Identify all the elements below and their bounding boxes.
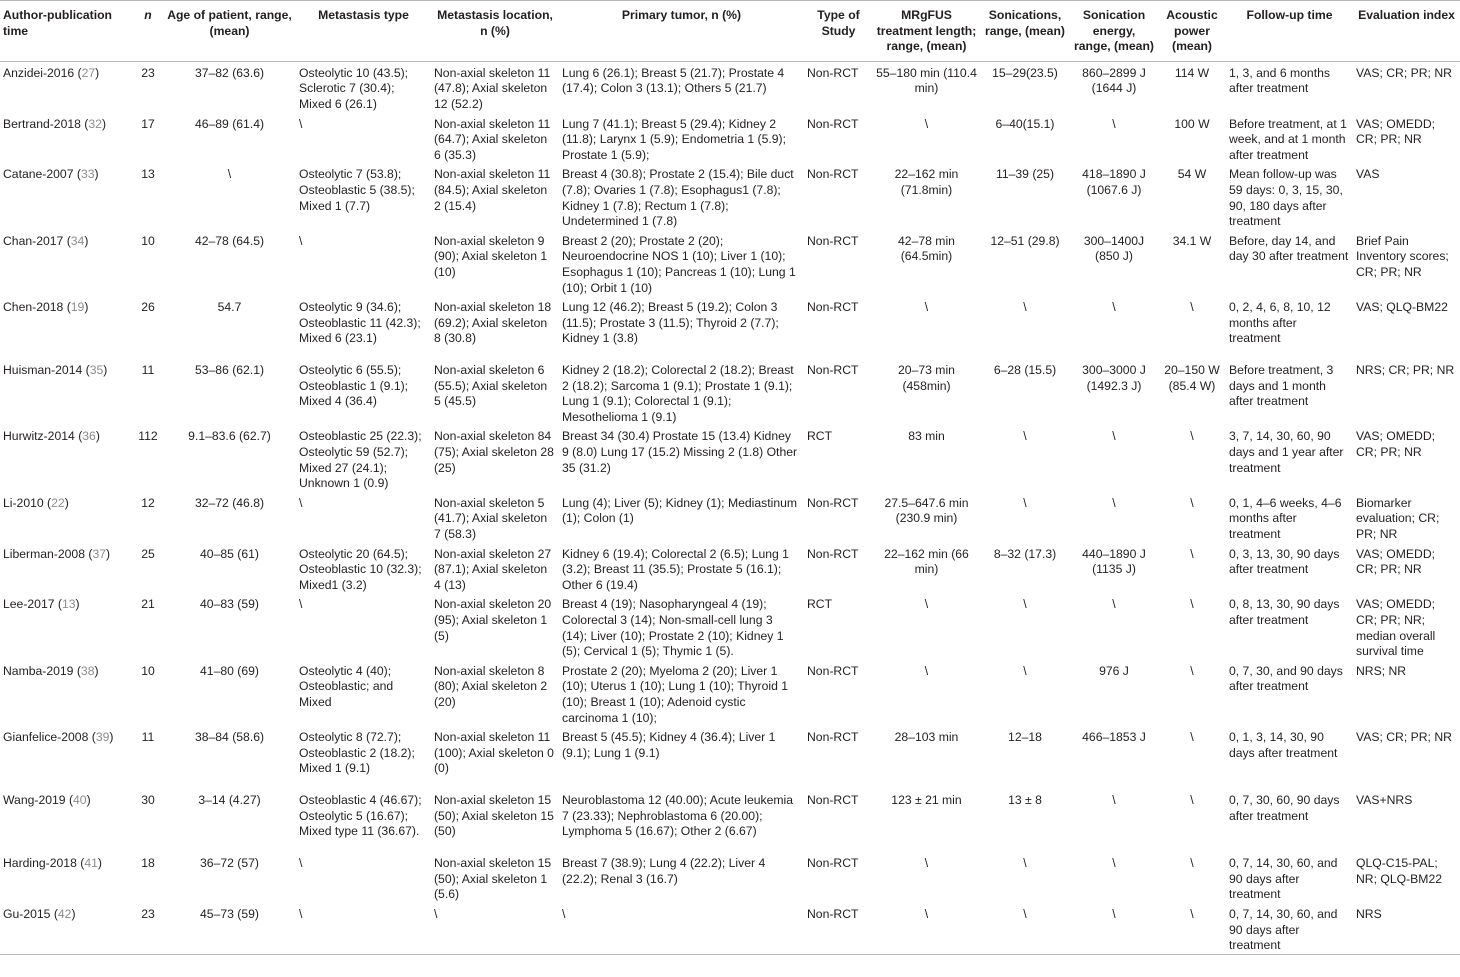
cell-metastasis-location: Non-axial skeleton 9 (90); Axial skeleton 1 (10) <box>434 233 548 279</box>
cell-primary-tumor: Breast 2 (20); Prostate 2 (20); Neuroendocrine NOS 1 (10); Liver 1 (10); Esophagus 1 (10); Pancreas 1 (10); Lung 1 (10); Orbit 1 (10) <box>562 233 796 295</box>
table-row <box>0 492 1460 543</box>
table-row <box>0 660 1460 726</box>
cell-evaluation-index: VAS; CR; PR; NR <box>1356 730 1452 745</box>
table-row <box>0 726 1460 789</box>
cell-treatment-length: 55–180 min (110.4 min) <box>876 65 977 96</box>
cell-metastasis-location: Non-axial skeleton 11 (64.7); Axial skeleton 6 (35.3) <box>434 116 551 162</box>
cell-n: 13 <box>141 167 155 182</box>
cell-author: Chan-2017 (34) <box>3 233 89 248</box>
cell-acoustic-power: \ <box>1190 730 1194 745</box>
reference-link[interactable]: 27 <box>81 65 96 80</box>
cell-evaluation-index: VAS; OMEDD; CR; PR; NR <box>1356 429 1436 460</box>
cell-evaluation-index: VAS; QLQ-BM22 <box>1356 300 1448 315</box>
cell-metastasis-location: Non-axial skeleton 18 (69.2); Axial skeleton 8 (30.8) <box>434 300 552 346</box>
author-name: Li-2010 <box>3 495 44 510</box>
author-name: Catane-2007 <box>3 167 74 182</box>
cell-age: 40–83 (59) <box>200 597 259 612</box>
header-acoustic-power: Acoustic power (mean) <box>1158 1 1226 62</box>
cell-author: Harding-2018 (41) <box>3 856 102 871</box>
table-row <box>0 61 1460 112</box>
table-row <box>0 113 1460 164</box>
cell-follow-up: Before treatment, at 1 week, and at 1 month after treatment <box>1229 116 1347 162</box>
cell-follow-up: 0, 7, 30, and 90 days after treatment <box>1229 663 1343 694</box>
cell-sonication-energy: 300–3000 J (1492.3 J) <box>1082 363 1146 393</box>
cell-age: 32–72 (46.8) <box>194 495 265 510</box>
cell-sonications: 6–40(15.1) <box>995 116 1055 131</box>
table-body <box>0 61 1460 954</box>
author-name: Namba-2019 <box>3 663 74 678</box>
cell-age: 41–80 (69) <box>200 663 259 678</box>
cell-evaluation-index: VAS; OMEDD; CR; PR; NR <box>1356 116 1436 147</box>
cell-treatment-length: 22–162 min (66 min) <box>884 546 969 577</box>
cell-study-type: Non-RCT <box>807 363 859 378</box>
cell-treatment-length: 28–103 min <box>894 730 959 745</box>
header-age: Age of patient, range, (mean) <box>163 1 296 62</box>
author-name: Bertrand-2018 <box>3 116 81 131</box>
cell-metastasis-type: Osteolytic 20 (64.5); Osteoblastic 10 (32.3); Mixed1 (3.2) <box>299 546 422 592</box>
cell-n: 10 <box>141 233 155 248</box>
cell-follow-up: 0, 3, 13, 30, 90 days after treatment <box>1229 546 1340 577</box>
header-treatment-length: MRgFUS treatment length; range, (mean) <box>873 1 980 62</box>
cell-acoustic-power: \ <box>1158 903 1226 954</box>
cell-age: 45–73 (59) <box>163 903 296 954</box>
cell-acoustic-power: 54 W <box>1177 167 1207 182</box>
cell-metastasis-type: \ <box>296 903 431 954</box>
cell-sonications: 12–51 (29.8) <box>990 233 1060 248</box>
cell-treatment-length: \ <box>924 116 929 131</box>
cell-author: Anzidei-2016 (27) <box>3 65 100 80</box>
cell-treatment-length: 42–78 min (64.5min) <box>898 233 955 264</box>
reference-link[interactable]: 32 <box>88 116 102 131</box>
table-row <box>0 359 1460 425</box>
cell-treatment-length: \ <box>924 663 929 678</box>
table-row <box>0 789 1460 852</box>
cell-sonications: \ <box>1023 429 1027 444</box>
reference-link[interactable]: 33 <box>80 167 95 182</box>
cell-metastasis-type: Osteolytic 10 (43.5); Sclerotic 7 (30.4); Mixed 6 (26.1) <box>299 65 409 111</box>
cell-sonication-energy: \ <box>1112 300 1116 315</box>
cell-sonications: \ <box>1023 495 1027 510</box>
cell-acoustic-power: \ <box>1190 856 1194 871</box>
cell-follow-up: 1, 3, and 6 months after treatment <box>1229 65 1330 96</box>
table-row <box>0 425 1460 491</box>
cell-sonications: 15–29(23.5) <box>992 65 1058 80</box>
author-name: Gianfelice-2008 <box>3 730 89 745</box>
cell-n: 23 <box>141 65 155 80</box>
reference-link[interactable]: 42 <box>57 906 72 921</box>
cell-metastasis-type: Osteolytic 8 (72.7); Osteoblastic 2 (18.2); Mixed 1 (9.1) <box>299 730 415 776</box>
cell-n: 25 <box>141 546 155 561</box>
cell-metastasis-location: Non-axial skeleton 84 (75); Axial skeleton 28 (25) <box>434 429 554 475</box>
table-row <box>0 543 1460 594</box>
cell-author: Li-2010 (22) <box>3 495 69 510</box>
cell-treatment-length: \ <box>924 597 929 612</box>
cell-n: 10 <box>141 663 155 678</box>
reference-link[interactable]: 36 <box>82 429 96 444</box>
cell-evaluation-index: NRS; NR <box>1356 663 1407 678</box>
cell-treatment-length: 20–73 min (458min) <box>898 363 955 393</box>
cell-study-type: RCT <box>807 597 833 612</box>
cell-metastasis-type: Osteolytic 4 (40); Osteoblastic; and Mixed <box>299 663 394 709</box>
reference-link[interactable]: 22 <box>51 495 65 510</box>
cell-sonication-energy: \ <box>1112 495 1116 510</box>
cell-acoustic-power: \ <box>1190 546 1194 561</box>
cell-follow-up: 3, 7, 14, 30, 60, 90 days and 1 year after treatment <box>1229 429 1344 475</box>
cell-n: 11 <box>141 363 155 378</box>
table-row <box>0 163 1460 229</box>
cell-sonication-energy: 976 J <box>1099 663 1129 678</box>
cell-treatment-length: \ <box>873 903 980 954</box>
author-name: Liberman-2008 <box>3 546 85 561</box>
table-row <box>0 852 1460 903</box>
cell-evaluation-index: VAS; CR; PR; NR <box>1356 65 1452 80</box>
cell-follow-up: 0, 7, 14, 30, 60, and 90 days after treatment <box>1226 903 1353 954</box>
cell-metastasis-location: Non-axial skeleton 5 (41.7); Axial skeleton 7 (58.3) <box>434 495 548 542</box>
cell-author: Namba-2019 (38) <box>3 663 99 678</box>
cell-study-type: Non-RCT <box>807 793 859 808</box>
cell-study-type: Non-RCT <box>804 903 873 954</box>
header-sonications: Sonications, range, (mean) <box>980 1 1070 62</box>
cell-metastasis-location: Non-axial skeleton 11 (47.8); Axial skeleton 12 (52.2) <box>434 65 551 111</box>
cell-metastasis-type: \ <box>299 116 303 131</box>
cell-age: 46–89 (61.4) <box>194 116 265 131</box>
cell-author: Liberman-2008 (37) <box>3 546 111 561</box>
cell-n: 26 <box>141 300 155 315</box>
cell-study-type: Non-RCT <box>807 233 859 248</box>
cell-author: Huisman-2014 (35) <box>3 363 108 378</box>
table-row <box>0 593 1460 659</box>
header-primary-tumor: Primary tumor, n (%) <box>559 1 804 62</box>
cell-age: 37–82 (63.6) <box>194 65 265 80</box>
cell-follow-up: Before, day 14, and day 30 after treatment <box>1229 233 1349 264</box>
cell-treatment-length: 27.5–647.6 min (230.9 min) <box>884 495 969 526</box>
cell-evaluation-index: VAS <box>1356 167 1380 182</box>
cell-sonication-energy: \ <box>1070 903 1158 954</box>
cell-author: Wang-2019 (40) <box>3 793 91 808</box>
cell-follow-up: Before treatment, 3 days and 1 month after treatment <box>1229 363 1334 409</box>
cell-sonications: 13 ± 8 <box>1008 793 1042 808</box>
cell-treatment-length: 22–162 min (71.8min) <box>894 167 959 197</box>
author-name: Wang-2019 <box>3 793 66 808</box>
cell-metastasis-location: Non-axial skeleton 6 (55.5); Axial skeleton 5 (45.5) <box>434 363 548 409</box>
cell-age: 9.1–83.6 (62.7) <box>188 429 271 444</box>
cell-primary-tumor: \ <box>559 903 804 954</box>
author-name: Huisman-2014 <box>3 363 83 378</box>
cell-acoustic-power: 34.1 W <box>1172 233 1212 248</box>
cell-treatment-length: \ <box>924 300 929 315</box>
cell-primary-tumor: Breast 7 (38.9); Lung 4 (22.2); Liver 4 (22.2); Renal 3 (16.7) <box>562 856 766 886</box>
cell-study-type: Non-RCT <box>807 495 859 510</box>
cell-primary-tumor: Breast 5 (45.5); Kidney 4 (36.4); Liver 1 (9.1); Lung 1 (9.1) <box>562 730 776 760</box>
cell-age: 36–72 (57) <box>200 856 259 871</box>
cell-sonication-energy: \ <box>1112 856 1116 871</box>
cell-metastasis-type: Osteoblastic 4 (46.67); Osteolytic 5 (16.67); Mixed type 11 (36.67). <box>299 793 422 839</box>
cell-metastasis-location: Non-axial skeleton 20 (95); Axial skeleton 1 (5) <box>434 597 552 643</box>
cell-metastasis-location: \ <box>431 903 559 954</box>
cell-n: 23 <box>133 903 163 954</box>
author-name: Chen-2018 <box>3 300 64 315</box>
cell-metastasis-type: \ <box>299 856 303 871</box>
reference-link[interactable]: 37 <box>92 546 106 561</box>
cell-sonication-energy: 466–1853 J <box>1082 730 1146 745</box>
cell-primary-tumor: Neuroblastoma 12 (40.00); Acute leukemia 7 (23.33); Nephroblastoma 6 (20.00); Lymphoma 5 (16.67); Other 2 (6.67) <box>562 793 794 839</box>
cell-metastasis-location: Non-axial skeleton 8 (80); Axial skeleton 2 (20) <box>434 663 548 709</box>
reference-link[interactable]: 40 <box>73 793 87 808</box>
header-metastasis-type: Metastasis type <box>296 1 431 62</box>
cell-sonication-energy: \ <box>1112 793 1116 808</box>
reference-link[interactable]: 35 <box>89 363 104 378</box>
cell-acoustic-power: \ <box>1190 300 1194 315</box>
cell-metastasis-type: Osteoblastic 25 (22.3); Osteolytic 59 (52.7); Mixed 27 (24.1); Unknown 1 (0.9) <box>299 429 422 491</box>
cell-metastasis-type: \ <box>299 233 303 248</box>
header-sonication-energy: Sonication energy, range, (mean) <box>1070 1 1158 62</box>
table-row <box>0 230 1460 296</box>
cell-study-type: Non-RCT <box>807 856 859 871</box>
cell-author: Chen-2018 (19) <box>3 300 89 315</box>
table-row <box>0 903 1460 954</box>
table-row <box>0 296 1460 359</box>
cell-age: 54.7 <box>217 300 242 315</box>
cell-follow-up: 0, 1, 3, 14, 30, 90 days after treatment <box>1229 730 1338 760</box>
reference-link[interactable]: 39 <box>95 730 110 745</box>
cell-sonications: \ <box>1023 597 1027 612</box>
cell-age: 3–14 (4.27) <box>198 793 261 808</box>
cell-sonication-energy: 440–1890 J (1135 J) <box>1082 546 1146 577</box>
cell-primary-tumor: Lung 7 (41.1); Breast 5 (29.4); Kidney 2 (11.8); Larynx 1 (5.9); Endometria 1 (5.9); Prostate 1 (5.9); <box>562 116 786 162</box>
reference-link[interactable]: 34 <box>70 233 85 248</box>
cell-acoustic-power: 20–150 W (85.4 W) <box>1164 363 1220 393</box>
cell-metastasis-location: Non-axial skeleton 11 (100); Axial skeleton 0 (0) <box>434 730 554 776</box>
cell-n: 112 <box>138 429 158 444</box>
cell-age: 40–85 (61) <box>200 546 259 561</box>
cell-age: 38–84 (58.6) <box>194 730 265 745</box>
cell-sonications: 6–28 (15.5) <box>993 363 1057 378</box>
cell-primary-tumor: Lung (4); Liver (5); Kidney (1); Mediastinum (1); Colon (1) <box>562 495 798 526</box>
cell-evaluation-index: Brief Pain Inventory scores; CR; PR; NR <box>1356 233 1449 279</box>
cell-n: 11 <box>141 730 155 745</box>
cell-sonication-energy: 300–1400J (850 J) <box>1083 233 1145 264</box>
cell-acoustic-power: 114 W <box>1174 65 1210 80</box>
cell-evaluation-index: VAS; OMEDD; CR; PR; NR; median overall survival time <box>1356 597 1436 659</box>
cell-follow-up: Mean follow-up was 59 days: 0, 3, 15, 30, 90, 180 days after treatment <box>1229 167 1343 229</box>
cell-sonication-energy: \ <box>1112 116 1116 131</box>
header-evaluation-index: Evaluation index <box>1353 1 1460 62</box>
cell-primary-tumor: Prostate 2 (20); Myeloma 2 (20); Liver 1 (10); Uterus 1 (10); Lung 1 (10); Thyroid 1 (10); Breast 1 (10); Adenoid cystic carcinoma 1 (10); <box>562 663 789 725</box>
cell-metastasis-type: \ <box>299 597 303 612</box>
cell-follow-up: 0, 2, 4, 6, 8, 10, 12 months after treatment <box>1229 300 1331 346</box>
cell-sonication-energy: 860–2899 J (1644 J) <box>1082 65 1146 96</box>
cell-metastasis-location: Non-axial skeleton 11 (84.5); Axial skeleton 2 (15.4) <box>434 167 551 213</box>
cell-primary-tumor: Kidney 2 (18.2); Colorectal 2 (18.2); Breast 2 (18.2); Sarcoma 1 (9.1); Prostate 1 (9.1); Lung 1 (9.1); Colorectal 1 (9.1); Mesothelioma 1 (9.1) <box>562 363 794 424</box>
cell-sonications: \ <box>1023 663 1027 678</box>
cell-n: 17 <box>141 116 155 131</box>
cell-acoustic-power: \ <box>1190 793 1194 808</box>
reference-link[interactable]: 13 <box>61 597 76 612</box>
cell-study-type: RCT <box>807 429 833 444</box>
cell-follow-up: 0, 8, 13, 30, 90 days after treatment <box>1229 597 1340 627</box>
cell-follow-up: 0, 7, 14, 30, 60, and 90 days after treatment <box>1229 856 1338 902</box>
cell-author: Gianfelice-2008 (39) <box>3 730 114 745</box>
header-n-text: n <box>144 8 152 22</box>
reference-link[interactable]: 41 <box>84 856 98 871</box>
cell-author: Hurwitz-2014 (36) <box>3 429 100 444</box>
cell-metastasis-location: Non-axial skeleton 27 (87.1); Axial skeleton 4 (13) <box>434 546 552 592</box>
cell-author: Catane-2007 (33) <box>3 167 99 182</box>
cell-primary-tumor: Breast 4 (30.8); Prostate 2 (15.4); Bile duct (7.8); Ovaries 1 (7.8); Esophagus1 (7.8); Kidney 1 (7.8); Rectum 1 (7.8); Undetermined 1 (7.8) <box>562 167 794 229</box>
reference-link[interactable]: 19 <box>70 300 85 315</box>
cell-acoustic-power: \ <box>1190 597 1194 612</box>
author-name: Hurwitz-2014 <box>3 429 75 444</box>
cell-study-type: Non-RCT <box>807 730 859 745</box>
cell-sonications: 12–18 <box>1008 730 1042 745</box>
cell-metastasis-type: \ <box>299 495 303 510</box>
cell-metastasis-type: Osteolytic 7 (53.8); Osteoblastic 5 (38.5); Mixed 1 (7.7) <box>299 167 415 213</box>
header-author: Author-publication time <box>0 1 133 62</box>
cell-follow-up: 0, 1, 4–6 weeks, 4–6 months after treatment <box>1229 495 1342 542</box>
cell-primary-tumor: Breast 34 (30.4) Prostate 15 (13.4) Kidney 9 (8.0) Lung 17 (15.2) Missing 2 (1.8) Other 35 (31.2) <box>562 429 798 475</box>
reference-link[interactable]: 38 <box>80 663 95 678</box>
header-metastasis-location: Metastasis location, n (%) <box>431 1 559 62</box>
cell-n: 18 <box>141 856 155 871</box>
cell-author: Lee-2017 (13) <box>3 597 80 612</box>
cell-primary-tumor: Kidney 6 (19.4); Colorectal 2 (6.5); Lung 1 (3.2); Breast 11 (35.5); Prostate 5 (16.1); Other 6 (19.4) <box>562 546 789 592</box>
header-n <box>133 1 163 62</box>
cell-n: 21 <box>141 597 155 612</box>
author-name: Harding-2018 <box>3 856 77 871</box>
cell-study-type: Non-RCT <box>807 167 859 182</box>
cell-sonications: \ <box>1023 300 1027 315</box>
cell-evaluation-index: Biomarker evaluation; CR; PR; NR <box>1356 495 1440 542</box>
cell-evaluation-index: NRS <box>1353 903 1460 954</box>
cell-sonications: \ <box>1023 856 1027 871</box>
cell-author: Gu-2015 (42) <box>0 903 133 954</box>
cell-primary-tumor: Breast 4 (19); Nasopharyngeal 4 (19); Colorectal 3 (14); Non-small-cell lung 3 (14); Liver (10); Prostate 2 (10); Kidney 1 (5); Cervical 1 (5); Thymic 1 (5). <box>562 597 784 659</box>
cell-n: 30 <box>141 793 155 808</box>
cell-metastasis-type: Osteolytic 9 (34.6); Osteoblastic 11 (42.3); Mixed 6 (23.1) <box>299 300 421 346</box>
header-row <box>0 1 1460 62</box>
author-name: Anzidei-2016 <box>3 65 75 80</box>
cell-evaluation-index: NRS; CR; PR; NR <box>1356 363 1455 378</box>
cell-study-type: Non-RCT <box>807 300 859 315</box>
cell-sonications: 8–32 (17.3) <box>993 546 1057 561</box>
cell-metastasis-location: Non-axial skeleton 15 (50); Axial skeleton 1 (5.6) <box>434 856 552 902</box>
cell-treatment-length: 123 ± 21 min <box>891 793 962 808</box>
cell-sonications: \ <box>980 903 1070 954</box>
cell-study-type: Non-RCT <box>807 663 859 678</box>
cell-acoustic-power: 100 W <box>1174 116 1210 131</box>
author-name: Lee-2017 <box>3 597 55 612</box>
cell-acoustic-power: \ <box>1190 663 1194 678</box>
cell-sonications: 11–39 (25) <box>995 167 1055 182</box>
cell-follow-up: 0, 7, 30, 60, 90 days after treatment <box>1229 793 1340 823</box>
cell-study-type: Non-RCT <box>807 65 859 80</box>
cell-primary-tumor: Lung 6 (26.1); Breast 5 (21.7); Prostate 4 (17.4); Colon 3 (13.1); Others 5 (21.7) <box>562 65 785 96</box>
cell-n: 12 <box>141 495 155 510</box>
cell-sonication-energy: 418–1890 J (1067.6 J) <box>1082 167 1146 197</box>
cell-author: Bertrand-2018 (32) <box>3 116 106 131</box>
cell-treatment-length: \ <box>924 856 929 871</box>
cell-study-type: Non-RCT <box>807 546 859 561</box>
author-name: Chan-2017 <box>3 233 64 248</box>
cell-metastasis-type: Osteolytic 6 (55.5); Osteoblastic 1 (9.1); Mixed 4 (36.4) <box>299 363 409 409</box>
cell-metastasis-location: Non-axial skeleton 15 (50); Axial skeleton 15 (50) <box>434 793 554 839</box>
cell-acoustic-power: \ <box>1190 429 1194 444</box>
cell-acoustic-power: \ <box>1190 495 1194 510</box>
cell-study-type: Non-RCT <box>807 116 859 131</box>
cell-evaluation-index: VAS+NRS <box>1356 793 1413 808</box>
author-name: Gu-2015 <box>3 906 51 921</box>
cell-primary-tumor: Lung 12 (46.2); Breast 5 (19.2); Colon 3 (11.5); Prostate 3 (11.5); Thyroid 2 (7.7); Kidney 1 (3.8) <box>562 300 779 346</box>
cell-age: 42–78 (64.5) <box>194 233 265 248</box>
header-follow-up: Follow-up time <box>1226 1 1353 62</box>
cell-sonication-energy: \ <box>1112 429 1116 444</box>
cell-treatment-length: 83 min <box>908 429 945 444</box>
cell-evaluation-index: VAS; OMEDD; CR; PR; NR <box>1356 546 1436 577</box>
cell-age: 53–86 (62.1) <box>194 363 265 378</box>
cell-evaluation-index: QLQ-C15-PAL; NR; QLQ-BM22 <box>1356 856 1443 886</box>
cell-age: \ <box>227 167 232 182</box>
cell-sonication-energy: \ <box>1112 597 1116 612</box>
header-study-type: Type of Study <box>804 1 873 62</box>
